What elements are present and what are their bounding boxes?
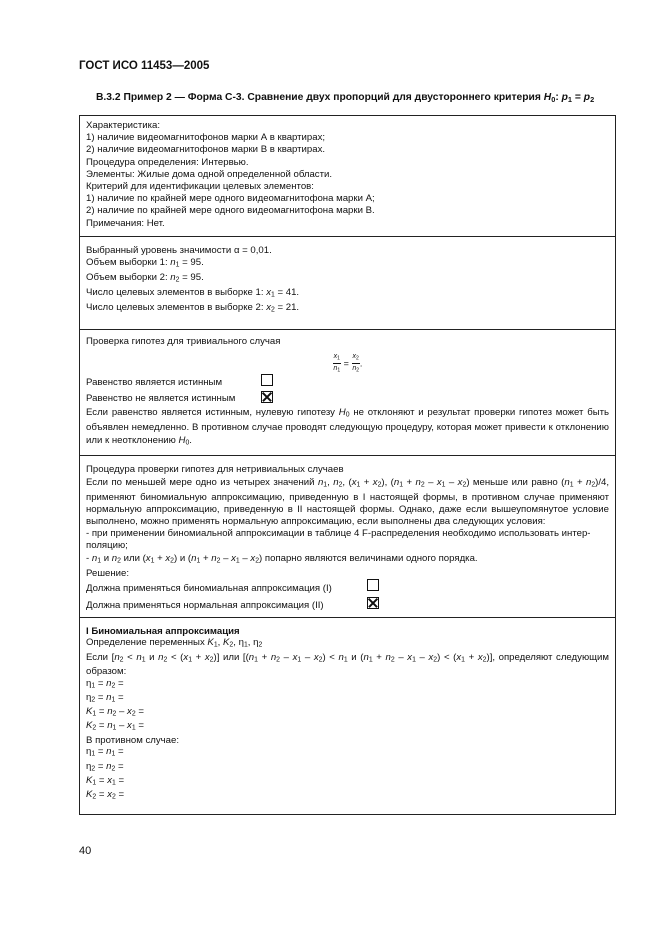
option-normal-row: Должна применяться нормальная аппроксимация (II) [86, 600, 609, 613]
k1-alt-line: $K_1 = x_1$ = [86, 775, 125, 787]
binomial-condition: Если [$n_2 < n_1$ и $n_2 < (x_1 + x_2)$] или [$(n_1 + n_2 - x_1 - x_2) < n_1$ и $(n_1 + n_2 - x_1 - x_2) < (x_1 + x_2)$], определяют следующим образом: [86, 651, 609, 677]
line: 2) наличие по крайней мере одного видеомагнитофона марки В. [86, 205, 375, 217]
x2-line: Число целевых элементов в выборке 2: $x_2 = 21$. [86, 301, 300, 314]
line: Примечания: Нет. [86, 217, 165, 229]
form-c3 [79, 115, 616, 815]
section-title: В.3.2 Пример 2 — Форма С-3. Сравнение двух пропорций для двустороннего критерия $H_0$: $p_1 = p_2$ [96, 92, 595, 104]
fraction-left: $\frac{x_1}{n_1}$ [333, 352, 341, 374]
section-heading: I Биномиальная аппроксимация [86, 625, 240, 637]
line: 2) наличие видеомагнитофонов марки В в квартирах. [86, 144, 326, 156]
n1-line: Объем выборки 1: $n_1 = 95$. [86, 257, 204, 269]
line: Процедура определения: Интервью. [86, 156, 249, 168]
checkbox-equality-true[interactable] [261, 374, 273, 386]
line: Характеристика: [86, 120, 160, 131]
condition-2: - $n_1$ и $n_2$ или $(x_1 + x_2)$ и $(n_1 + n_2 - x_1 - x_2)$ попарно являются величинами одного порядка. [86, 552, 478, 565]
section-heading: Процедура проверки гипотез для нетривиальных случаев [86, 464, 344, 476]
equality-formula: $\frac{x_1}{n_1}$ = $\frac{x_2}{n_2}$ . [333, 352, 363, 374]
x1-line: Число целевых элементов в выборке 1: $x_1 = 41$. [86, 286, 300, 299]
line: 1) наличие видеомагнитофонов марки А в квартирах; [86, 132, 326, 144]
characteristics-section [80, 116, 615, 236]
line: Элементы: Жилые дома одной определенной области. [86, 168, 333, 180]
option-false-row: Равенство не является истинным [86, 393, 609, 406]
n2-line: Объем выборки 2: $n_2 = 95$. [86, 271, 204, 284]
eta1-alt-line: $\eta_1 = n_1$ = [86, 746, 124, 759]
checkbox-normal-checked[interactable] [367, 597, 379, 609]
variables-definition: Определение переменных $K_1$, $K_2$, $\eta_1$, $\eta_2$ [86, 637, 263, 650]
condition-1: - при применении биномиальной аппроксимации в таблице 4 F-распределения необходимо использовать интер-поляцию; [86, 528, 591, 552]
document-header: ГОСТ ИСО 11453—2005 [79, 60, 210, 72]
section-heading: Проверка гипотез для тривиального случая [86, 335, 281, 347]
decision-label: Решение: [86, 567, 130, 579]
fraction-right: $\frac{x_2}{n_2}$ [352, 352, 360, 374]
trivial-case-note: Если равенство является истинным, нулевую гипотезу $H_0$ не отклоняют и результат проверки гипотез может быть объявлен немедленно. В противном случае проводят следующую процедуру, которая может привести к отклонению или к неотклонению $H_0$. [86, 407, 610, 447]
eta2-alt-line: $\eta_2 = n_2$ = [86, 760, 124, 773]
binomial-section [80, 617, 615, 814]
otherwise-label: В противном случае: [86, 734, 179, 746]
checkbox-equality-false-checked[interactable] [261, 391, 273, 403]
page-number: 40 [79, 845, 92, 857]
k2-alt-line: $K_2 = x_2$ = [86, 789, 125, 802]
k1-line: $K_1 = n_2 - x_2$ = [86, 706, 144, 718]
line: Критерий для идентификации целевых элементов: [86, 181, 314, 193]
trivial-case-section [80, 329, 615, 456]
approximation-rule: Если по меньшей мере одно из четырех значений $n_1$, $n_2$, $(x_1 + x_2)$, $(n_1 + n_2 - x_1 - x_2)$ меньше или равно $(n_1 + n_2)/4$, применяют биномиальную аппроксимацию, приведенную в I настоящей формы, в противном случае применяют нормальную аппроксимацию, приведенную в II настоящей формы. Однако, даже если вышеупомянутое условие выполнено, можно применять нормальную аппроксимацию, если выполнены два следующих условия: [86, 476, 610, 527]
checkbox-binomial[interactable] [367, 579, 379, 591]
parameters-section [80, 236, 615, 329]
option-binomial-row: Должна применяться биномиальная аппроксимация (I) [86, 583, 609, 596]
option-true-row: Равенство является истинным [86, 377, 609, 390]
k2-line: $K_2 = n_1 - x_1$ = [86, 720, 144, 733]
line: 1) наличие по крайней мере одного видеомагнитофона марки А; [86, 193, 375, 205]
nontrivial-case-section [80, 455, 615, 616]
eta2-line: $\eta_2 = n_1$ = [86, 691, 124, 704]
eta1-line: $\eta_1 = n_2$ = [86, 677, 124, 690]
alpha-line: Выбранный уровень значимости α = 0,01. [86, 244, 272, 256]
